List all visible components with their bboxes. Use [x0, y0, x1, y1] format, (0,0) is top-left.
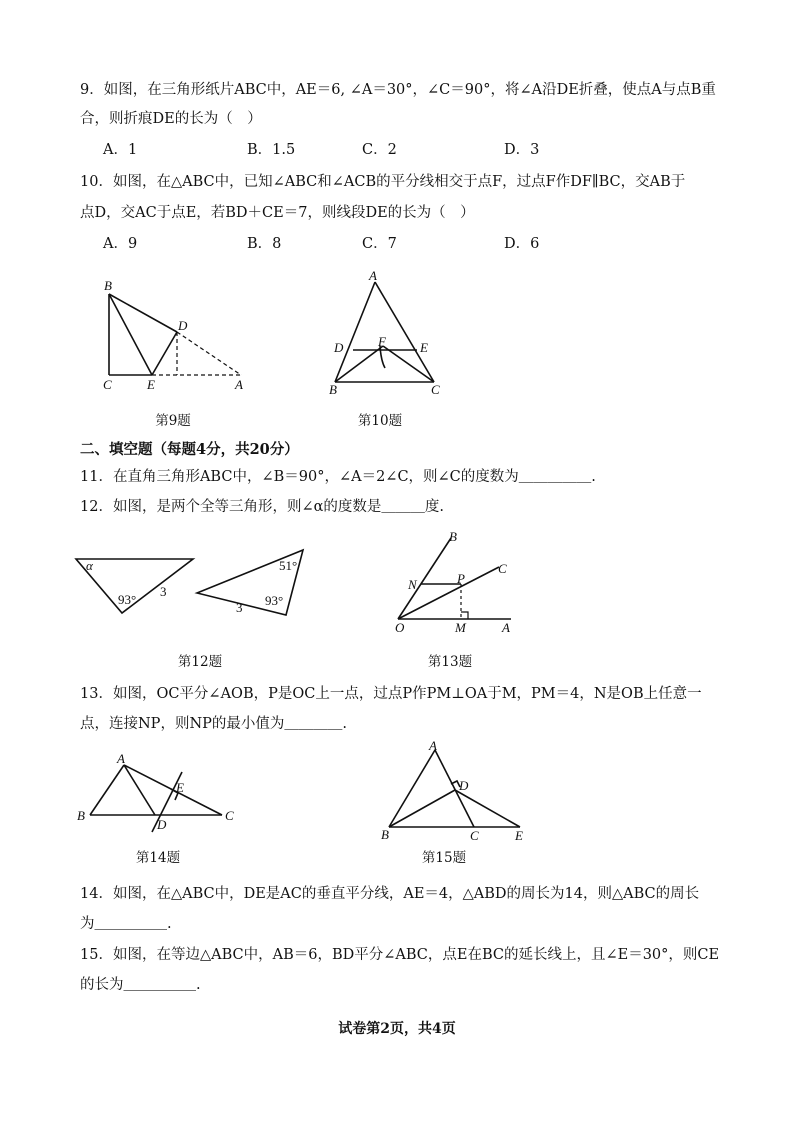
fig10-label-d: D — [334, 340, 344, 355]
fig13-label-m: M — [455, 620, 466, 635]
caption-figure-9: 第9题 — [155, 413, 191, 429]
fig15-label-b: B — [381, 827, 389, 842]
fig15-label-e: E — [515, 828, 523, 843]
q9-option-b: B．1.5 — [247, 142, 296, 158]
fig12-label-93-left: 93° — [118, 592, 137, 607]
fig12-label-51: 51° — [279, 558, 298, 573]
fig9-label-a: A — [235, 377, 243, 392]
question-13-line-2: 点，连接NP，则NP的最小值为＿＿＿＿. — [80, 716, 347, 732]
fig12-label-alpha: α — [86, 558, 93, 573]
figure-14 — [72, 748, 247, 838]
figure-10 — [325, 266, 455, 396]
caption-figure-12: 第12题 — [177, 654, 223, 670]
fig14-label-d: D — [157, 817, 167, 832]
fig13-label-o: O — [395, 620, 405, 635]
fig9-label-e: E — [147, 377, 155, 392]
caption-figure-15: 第15题 — [421, 850, 467, 866]
figure-9 — [95, 272, 265, 392]
fig9-label-b: B — [104, 278, 112, 293]
fig10-label-c: C — [431, 382, 440, 396]
fig9-label-d: D — [178, 318, 188, 333]
question-10-line-2: 点D，交AC于点E，若BD＋CE＝7，则线段DE的长为（ ） — [80, 205, 475, 221]
fig10-label-f: F — [378, 334, 386, 349]
fig15-label-c: C — [470, 828, 479, 843]
q10-option-c: C．7 — [362, 236, 397, 252]
question-14-line-1: 14．如图，在△ABC中，DE是AC的垂直平分线，AE＝4，△ABD的周长为14，则△ABC的周长 — [80, 886, 700, 902]
fig13-label-n: N — [408, 577, 417, 592]
fig12-label-93-right: 93° — [265, 593, 284, 608]
fig14-label-c: C — [225, 808, 234, 823]
caption-figure-10: 第10题 — [357, 413, 403, 429]
question-15-line-2: 的长为＿＿＿＿＿. — [80, 977, 201, 993]
fig13-label-b: B — [449, 530, 457, 544]
caption-figure-14: 第14题 — [135, 850, 181, 866]
question-15-line-1: 15．如图，在等边△ABC中，AB＝6，BD平分∠ABC，点E在BC的延长线上，且∠E＝30°，则CE — [80, 947, 720, 963]
fig13-label-c: C — [498, 561, 507, 576]
fig13-label-p: P — [457, 571, 465, 586]
fig10-label-a: A — [369, 268, 377, 283]
caption-figure-13: 第13题 — [427, 654, 473, 670]
q9-option-d: D．3 — [504, 142, 540, 158]
page-footer: 试卷第2页，共4页 — [338, 1021, 456, 1037]
section-title-fill-in: 二、填空题（每题4分，共20分） — [80, 441, 299, 458]
fig12-label-3-left: 3 — [160, 584, 167, 599]
question-11: 11．在直角三角形ABC中，∠B＝90°，∠A＝2∠C，则∠C的度数为＿＿＿＿＿. — [80, 469, 596, 485]
question-9-line-1: 9．如图，在三角形纸片ABC中，AE＝6, ∠A＝30°，∠C＝90°，将∠A沿DE折叠，使点A与点B重 — [80, 82, 716, 98]
fig14-label-b: B — [77, 808, 85, 823]
q9-option-a: A．1 — [103, 142, 138, 158]
fig13-label-a: A — [502, 620, 510, 635]
q10-option-a: A．9 — [103, 236, 138, 252]
q10-option-b: B．8 — [247, 236, 282, 252]
question-10-line-1: 10．如图，在△ABC中，已知∠ABC和∠ACB的平分线相交于点F，过点F作DF∥BC，交AB于 — [80, 174, 686, 190]
fig15-label-a: A — [429, 738, 437, 753]
q9-option-c: C．2 — [362, 142, 397, 158]
fig10-label-b: B — [329, 382, 337, 396]
fig10-label-e: E — [420, 340, 428, 355]
q10-option-d: D．6 — [504, 236, 540, 252]
figure-15 — [375, 738, 535, 844]
question-9-line-2: 合，则折痕DE的长为（ ） — [80, 111, 262, 127]
fig14-label-e: E — [176, 780, 184, 795]
fig14-label-a: A — [117, 751, 125, 766]
figure-13 — [385, 530, 525, 638]
question-13-line-1: 13．如图，OC平分∠AOB，P是OC上一点，过点P作PM⊥OA于M，PM＝4，N是OB上任意一 — [80, 686, 702, 702]
fig9-label-c: C — [103, 377, 112, 392]
question-12: 12．如图，是两个全等三角形，则∠α的度数是＿＿＿度. — [80, 499, 444, 515]
fig15-label-d: D — [459, 778, 469, 793]
figure-12 — [70, 545, 320, 625]
fig12-label-3-right: 3 — [236, 600, 243, 615]
question-14-line-2: 为＿＿＿＿＿. — [80, 916, 172, 932]
